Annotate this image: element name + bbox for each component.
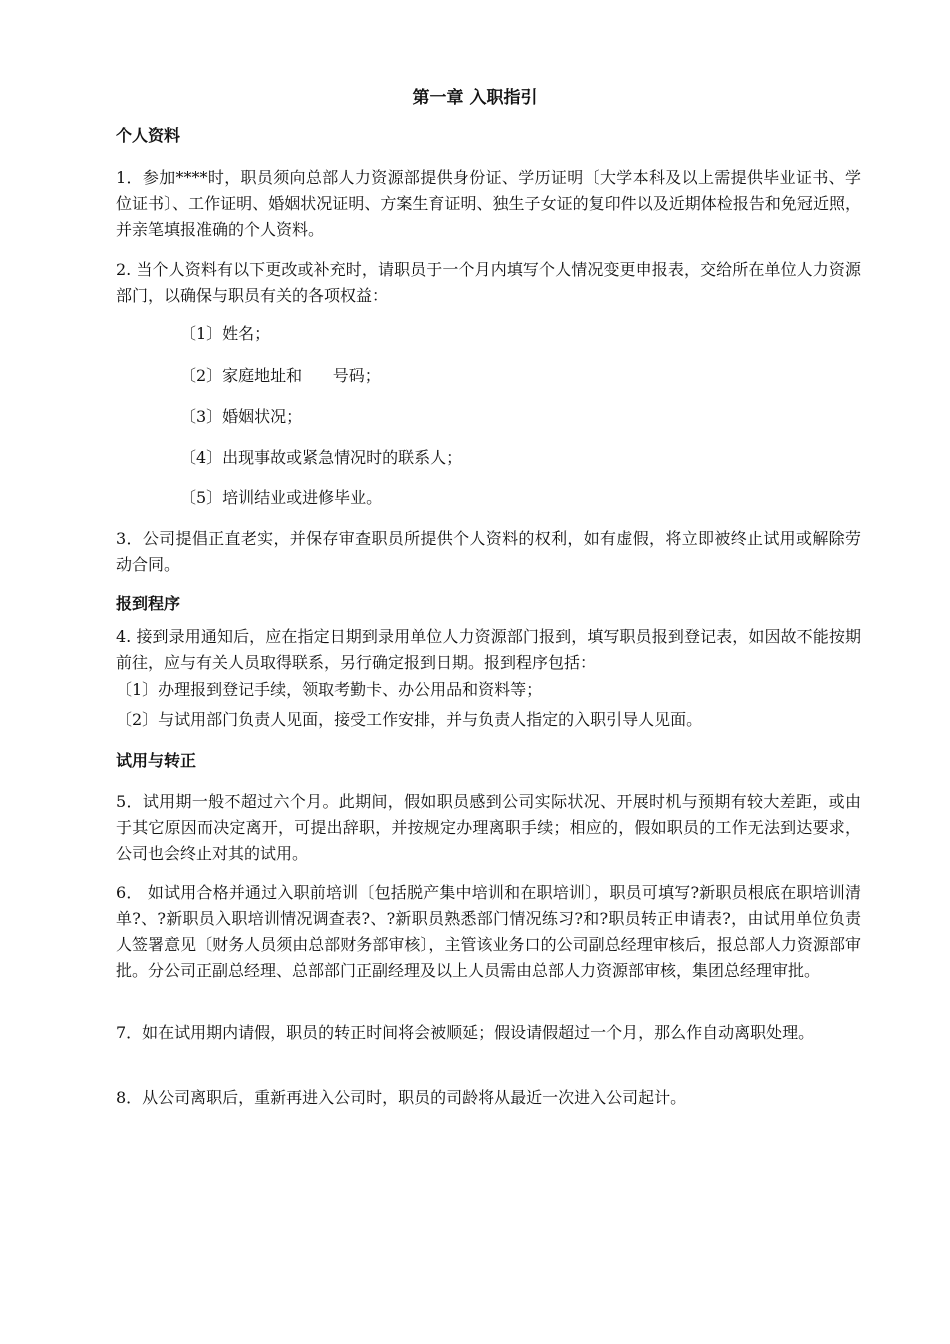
registration-step-1: 〔1〕办理报到登记手续，领取考勤卡、办公用品和资料等； [116,680,543,699]
paragraph-5: 5．试用期一般不超过六个月。此期间，假如职员感到公司实际状况、开展时机与预期有较大差距，或由于其它原因而决定离开，可提出辞职，并按规定办理离职手续；相应的，假如职员的工作无法到达要求，公司也会终止对其的试用。 [116,792,861,863]
paragraph-3: 3．公司提倡正直老实，并保存审查职员所提供个人资料的权利，如有虚假，将立即被终止试用或解除劳动合同。 [116,529,861,574]
paragraph-1: 1．参加****时，职员须向总部人力资源部提供身份证、学历证明〔大学本科及以上需提供毕业证书、学位证书〕、工作证明、婚姻状况证明、方案生育证明、独生子女证的复印件以及近期体检报告和免冠近照，并亲笔填报准确的个人资料。 [116,168,861,239]
paragraph-7: 7．如在试用期内请假，职员的转正时间将会被顺延；假设请假超过一个月，那么作自动离职处理。 [116,1023,815,1042]
subitem-name: 〔1〕姓名； [180,324,271,343]
registration-step-2: 〔2〕与试用部门负责人见面，接受工作安排，并与负责人指定的入职引导人见面。 [116,710,703,729]
paragraph-8: 8．从公司离职后，重新再进入公司时，职员的司龄将从最近一次进入公司起计。 [116,1088,687,1107]
section-heading-personal-info: 个人资料 [116,126,181,145]
subitem-address-phone: 〔2〕家庭地址和 号码； [180,366,381,385]
subitem-marital: 〔3〕婚姻状况； [180,407,303,426]
paragraph-6: 6． 如试用合格并通过入职前培训〔包括脱产集中培训和在职培训〕，职员可填写?新职员根底在职培训清单?、?新职员入职培训情况调查表?、?新职员熟悉部门情况练习?和?职员转正申请表?，由试用单位负责人签署意见〔财务人员须由总部财务部审核〕，主管该业务口的公司副总经理审核后，报总部人力资源部审批。分公司正副总经理、总部部门正副经理及以上人员需由总部人力资源部审核，集团总经理审批。 [116,883,861,980]
chapter-title: 第一章 入职指引 [412,88,538,108]
section-heading-probation: 试用与转正 [116,751,197,770]
paragraph-4: 4. 接到录用通知后，应在指定日期到录用单位人力资源部门报到，填写职员报到登记表，如因故不能按期前往，应与有关人员取得联系，另行确定报到日期。报到程序包括： [116,627,861,672]
section-heading-registration: 报到程序 [116,594,181,613]
subitem-training: 〔5〕培训结业或进修毕业。 [180,488,383,507]
subitem-emergency-contact: 〔4〕出现事故或紧急情况时的联系人； [180,448,463,467]
paragraph-2: 2. 当个人资料有以下更改或补充时，请职员于一个月内填写个人情况变更申报表，交给所在单位人力资源部门，以确保与职员有关的各项权益： [116,260,861,305]
